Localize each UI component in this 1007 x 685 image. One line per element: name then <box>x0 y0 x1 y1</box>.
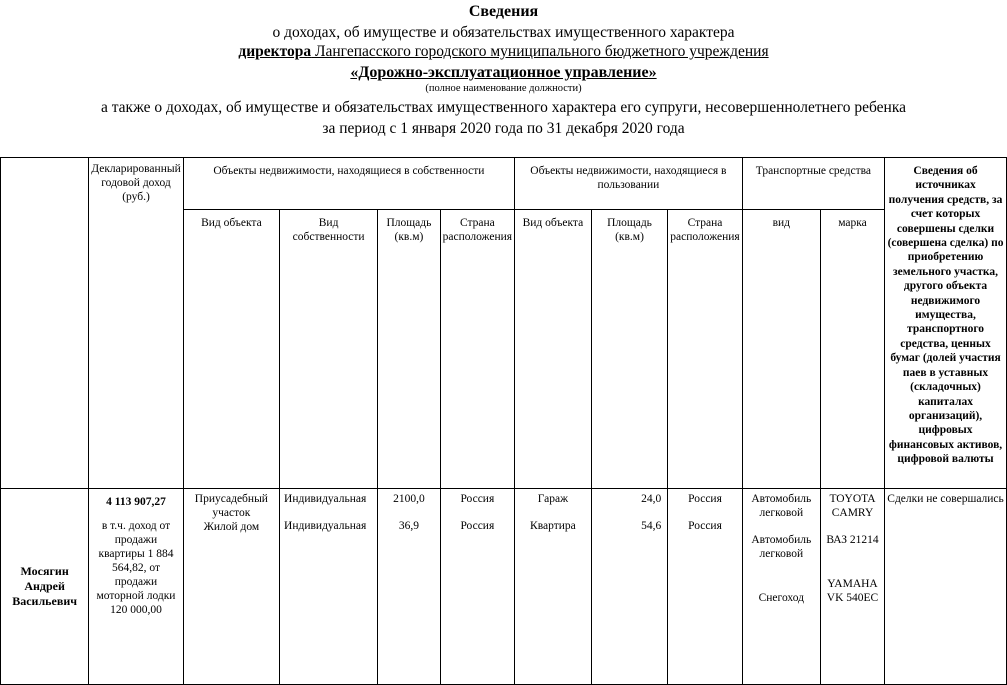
used-area: 54,6 <box>641 520 662 532</box>
income-total: 4 113 907,27 <box>106 496 166 508</box>
table-row <box>1 489 1007 685</box>
used-property-header: Объекты недвижимости, находящиеся в пользовании <box>515 158 743 210</box>
period-line: за период с 1 января 2020 года по 31 декабря 2020 года <box>322 120 685 137</box>
ownership-type-header: Вид собственности <box>280 210 378 489</box>
subtitle-line: о доходах, об имуществе и обязательствах имущественного характера <box>272 24 735 41</box>
used-area-cell <box>591 489 668 685</box>
owned-property-header: Объекты недвижимости, находящиеся в собственности <box>183 158 514 210</box>
owned-type-cell <box>183 489 279 685</box>
used-country-cell <box>668 489 742 685</box>
position-bold: директора <box>238 43 312 60</box>
organization-name: «Дорожно-эксплуатационное управление» <box>350 64 657 81</box>
sources-header: Сведения об источниках получения средств, за счет которых совершены сделки (совершена сделка) по приобретению земельного участка, другого объекта недвижимого имущества, транспортного средства, ценных бумаг (долей участия паев в уставных (складочных) капиталах организаций), цифровых финансовых активов, цифровой валюты <box>885 158 1007 489</box>
position-rest: Лангепасского городского муниципального бюджетного учреждения <box>315 43 769 60</box>
ownership-cell <box>280 489 378 685</box>
used-country-header: Страна расположения <box>668 210 742 489</box>
vehicle-kind-header: вид <box>742 210 820 489</box>
vehicle-brand-header: марка <box>820 210 884 489</box>
owned-country: Россия <box>460 520 495 532</box>
used-country: Россия <box>688 493 722 505</box>
used-object-type-header: Вид объекта <box>515 210 592 489</box>
vehicle-kind: Автомобиль легковой <box>751 493 812 519</box>
document-title: Сведения <box>468 3 539 20</box>
vehicle-brand: TOYOTA CAMRY <box>829 493 876 519</box>
used-area-header: Площадь (кв.м) <box>591 210 668 489</box>
sources-cell: Сделки не совершались <box>885 489 1007 685</box>
position-note: (полное наименование должности) <box>425 83 582 94</box>
vehicle-kind: Снегоход <box>758 592 805 604</box>
vehicle-kind: Автомобиль легковой <box>751 534 812 560</box>
family-line: а также о доходах, об имуществе и обязательствах имущественного характера его супруги, несовершеннолетнего ребенка <box>100 99 907 116</box>
owned-area: 36,9 <box>398 520 419 532</box>
declaration-table <box>0 157 1007 685</box>
object-type-header: Вид объекта <box>183 210 279 489</box>
vehicle-brand: YAMAHA VK 540EC <box>826 578 879 604</box>
owned-country: Россия <box>460 493 495 505</box>
vehicle-kind-cell <box>742 489 820 685</box>
owned-type: Приусадебный участок <box>194 493 268 519</box>
used-type: Квартира <box>530 520 576 532</box>
owned-country-cell <box>440 489 514 685</box>
used-type: Гараж <box>537 493 569 505</box>
owned-area: 2100,0 <box>393 493 425 505</box>
ownership-value: Индивидуальная <box>284 520 367 532</box>
used-area: 24,0 <box>641 493 662 505</box>
ownership-value: Индивидуальная <box>284 493 367 505</box>
area-header: Площадь (кв.м) <box>378 210 440 489</box>
person-name: Мосягин Андрей Васильевич <box>1 489 89 685</box>
name-header-cell <box>1 158 89 489</box>
transport-header: Транспортные средства <box>742 158 884 210</box>
used-type-cell <box>515 489 592 685</box>
organization-line <box>0 63 1007 83</box>
used-country: Россия <box>688 520 722 532</box>
owned-area-cell <box>378 489 440 685</box>
income-detail: в т.ч. доход от продажи квартиры 1 884 564,82, от продажи моторной лодки 120 000,00 <box>96 520 176 616</box>
owned-type: Жилой дом <box>203 521 260 533</box>
vehicle-brand-cell <box>820 489 884 685</box>
position-line <box>0 42 1007 61</box>
income-header: Декларированный годовой доход (руб.) <box>89 158 184 489</box>
country-header: Страна расположения <box>440 210 514 489</box>
income-cell <box>89 489 184 685</box>
vehicle-brand: ВАЗ 21214 <box>826 534 879 546</box>
